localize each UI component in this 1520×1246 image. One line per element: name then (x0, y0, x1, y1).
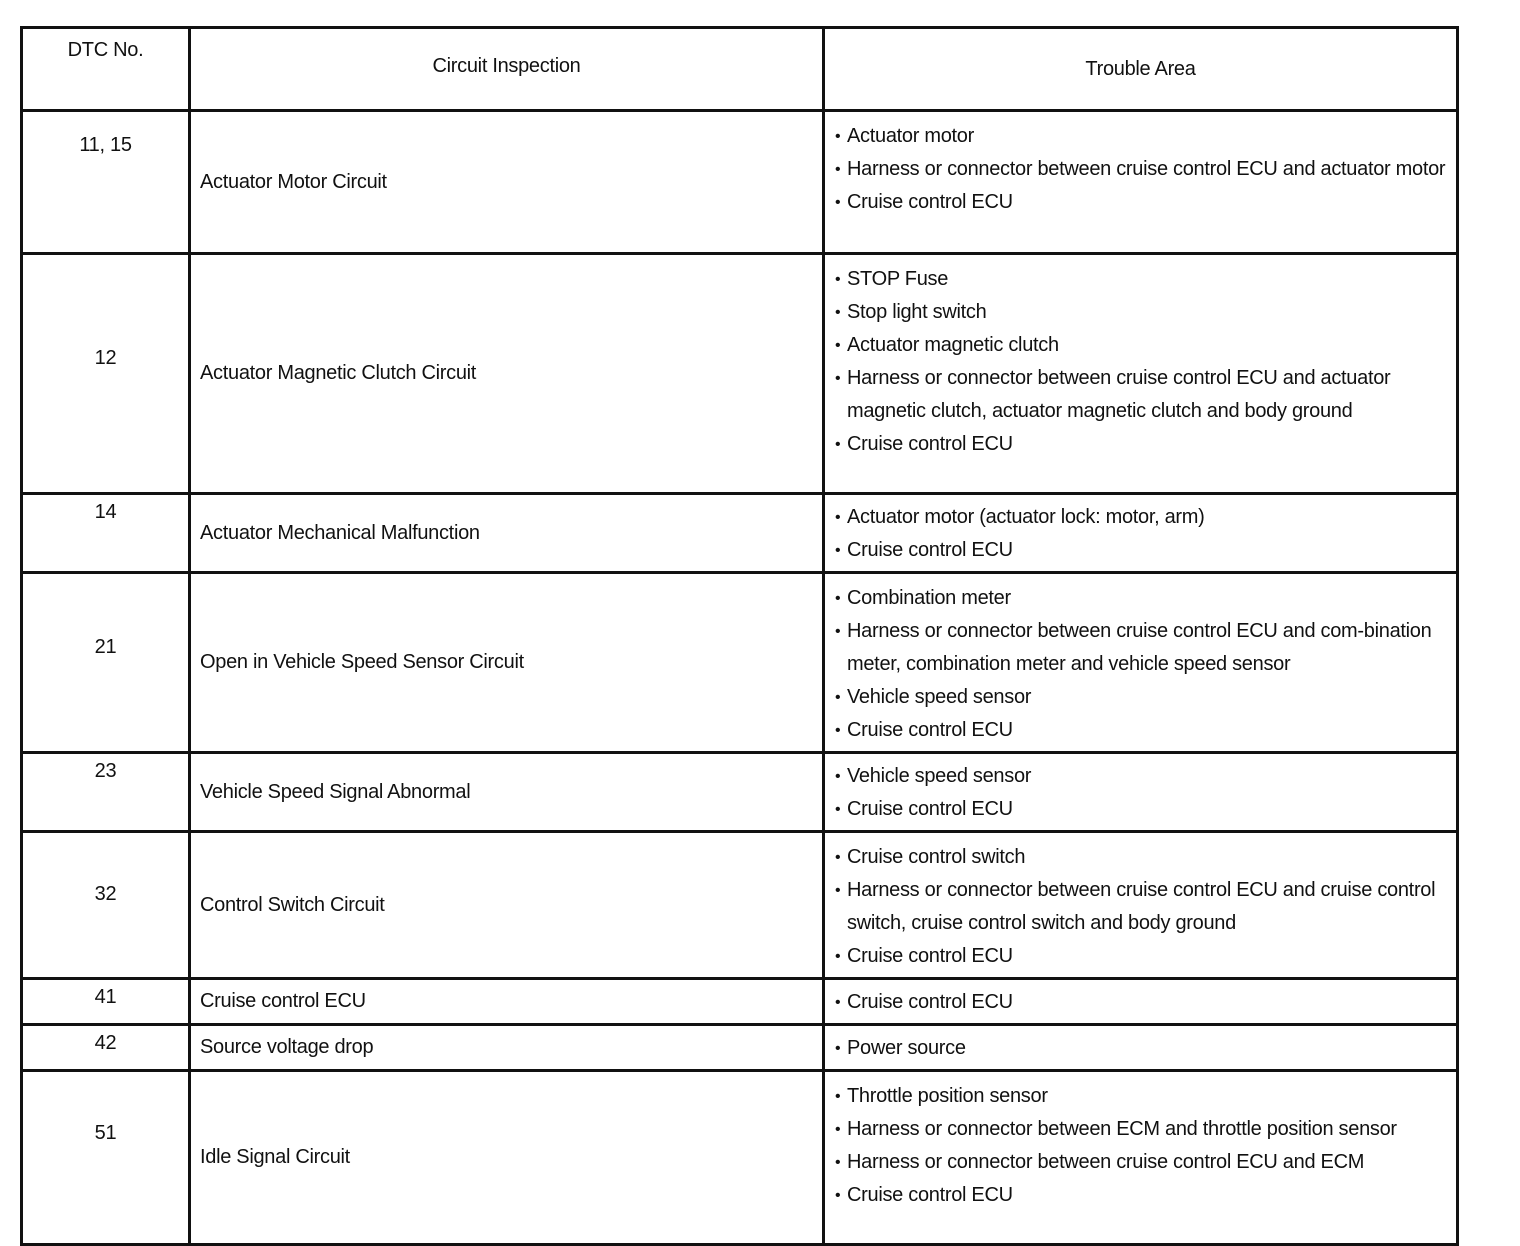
trouble-item: • Actuator magnetic clutch (835, 329, 1446, 362)
circuit-inspection-cell: Cruise control ECU (190, 979, 824, 1025)
trouble-area-cell (824, 979, 1458, 1025)
dtc-cell: 32 (22, 832, 190, 979)
header-trouble-area: Trouble Area (824, 28, 1458, 111)
table-row (22, 254, 1458, 494)
table-row (22, 979, 1458, 1025)
trouble-item: • Actuator motor (835, 120, 1446, 153)
dtc-cell: 14 (22, 494, 190, 573)
circuit-inspection-cell: Idle Signal Circuit (190, 1071, 824, 1245)
trouble-item: • Cruise control ECU (835, 534, 1446, 567)
table-row (22, 111, 1458, 254)
dtc-cell: 51 (22, 1071, 190, 1245)
trouble-area-cell (824, 573, 1458, 753)
trouble-item: • Stop light switch (835, 296, 1446, 329)
table-row (22, 494, 1458, 573)
table-row (22, 1071, 1458, 1245)
trouble-area-cell (824, 832, 1458, 979)
table-row (22, 573, 1458, 753)
circuit-inspection-cell: Source voltage drop (190, 1025, 824, 1071)
trouble-item: • STOP Fuse (835, 263, 1446, 296)
trouble-item: • Harness or connector between ECM and throttle position sensor (835, 1113, 1446, 1146)
trouble-item: • Throttle position sensor (835, 1080, 1446, 1113)
circuit-inspection-cell: Actuator Magnetic Clutch Circuit (190, 254, 824, 494)
dtc-cell: 21 (22, 573, 190, 753)
trouble-item: • Harness or connector between cruise control ECU and com-bination meter, combination meter and vehicle speed sensor (835, 615, 1446, 681)
trouble-item: • Cruise control ECU (835, 793, 1446, 826)
trouble-item: • Harness or connector between cruise control ECU and actuator magnetic clutch, actuator magnetic clutch and body ground (835, 362, 1446, 428)
header-dtc: DTC No. (22, 28, 190, 111)
trouble-item: • Cruise control ECU (835, 186, 1446, 219)
dtc-cell: 23 (22, 753, 190, 832)
trouble-item: • Cruise control ECU (835, 714, 1446, 747)
dtc-table (20, 26, 1459, 1246)
table-row (22, 832, 1458, 979)
trouble-item: • Cruise control ECU (835, 940, 1446, 973)
dtc-cell: 11, 15 (22, 111, 190, 254)
table-row (22, 753, 1458, 832)
header-circuit-inspection: Circuit Inspection (190, 28, 824, 111)
trouble-item: • Harness or connector between cruise control ECU and ECM (835, 1146, 1446, 1179)
trouble-item: • Harness or connector between cruise control ECU and actuator motor (835, 153, 1446, 186)
trouble-item: • Actuator motor (actuator lock: motor, arm) (835, 501, 1446, 534)
trouble-area-cell (824, 111, 1458, 254)
trouble-item: • Combination meter (835, 582, 1446, 615)
header-row (22, 28, 1458, 111)
dtc-cell: 41 (22, 979, 190, 1025)
trouble-item: • Vehicle speed sensor (835, 681, 1446, 714)
trouble-area-cell (824, 494, 1458, 573)
circuit-inspection-cell: Open in Vehicle Speed Sensor Circuit (190, 573, 824, 753)
trouble-item: • Cruise control ECU (835, 1179, 1446, 1212)
dtc-cell: 12 (22, 254, 190, 494)
trouble-item: • Cruise control ECU (835, 986, 1446, 1019)
circuit-inspection-cell: Actuator Mechanical Malfunction (190, 494, 824, 573)
trouble-item: • Cruise control switch (835, 841, 1446, 874)
circuit-inspection-cell: Vehicle Speed Signal Abnormal (190, 753, 824, 832)
circuit-inspection-cell: Actuator Motor Circuit (190, 111, 824, 254)
trouble-item: • Power source (835, 1032, 1446, 1065)
trouble-item: • Cruise control ECU (835, 428, 1446, 461)
trouble-area-cell (824, 753, 1458, 832)
trouble-area-cell (824, 254, 1458, 494)
circuit-inspection-cell: Control Switch Circuit (190, 832, 824, 979)
trouble-area-cell (824, 1071, 1458, 1245)
table-row (22, 1025, 1458, 1071)
dtc-cell: 42 (22, 1025, 190, 1071)
trouble-area-cell (824, 1025, 1458, 1071)
trouble-item: • Harness or connector between cruise control ECU and cruise control switch, cruise control switch and body ground (835, 874, 1446, 940)
trouble-item: • Vehicle speed sensor (835, 760, 1446, 793)
